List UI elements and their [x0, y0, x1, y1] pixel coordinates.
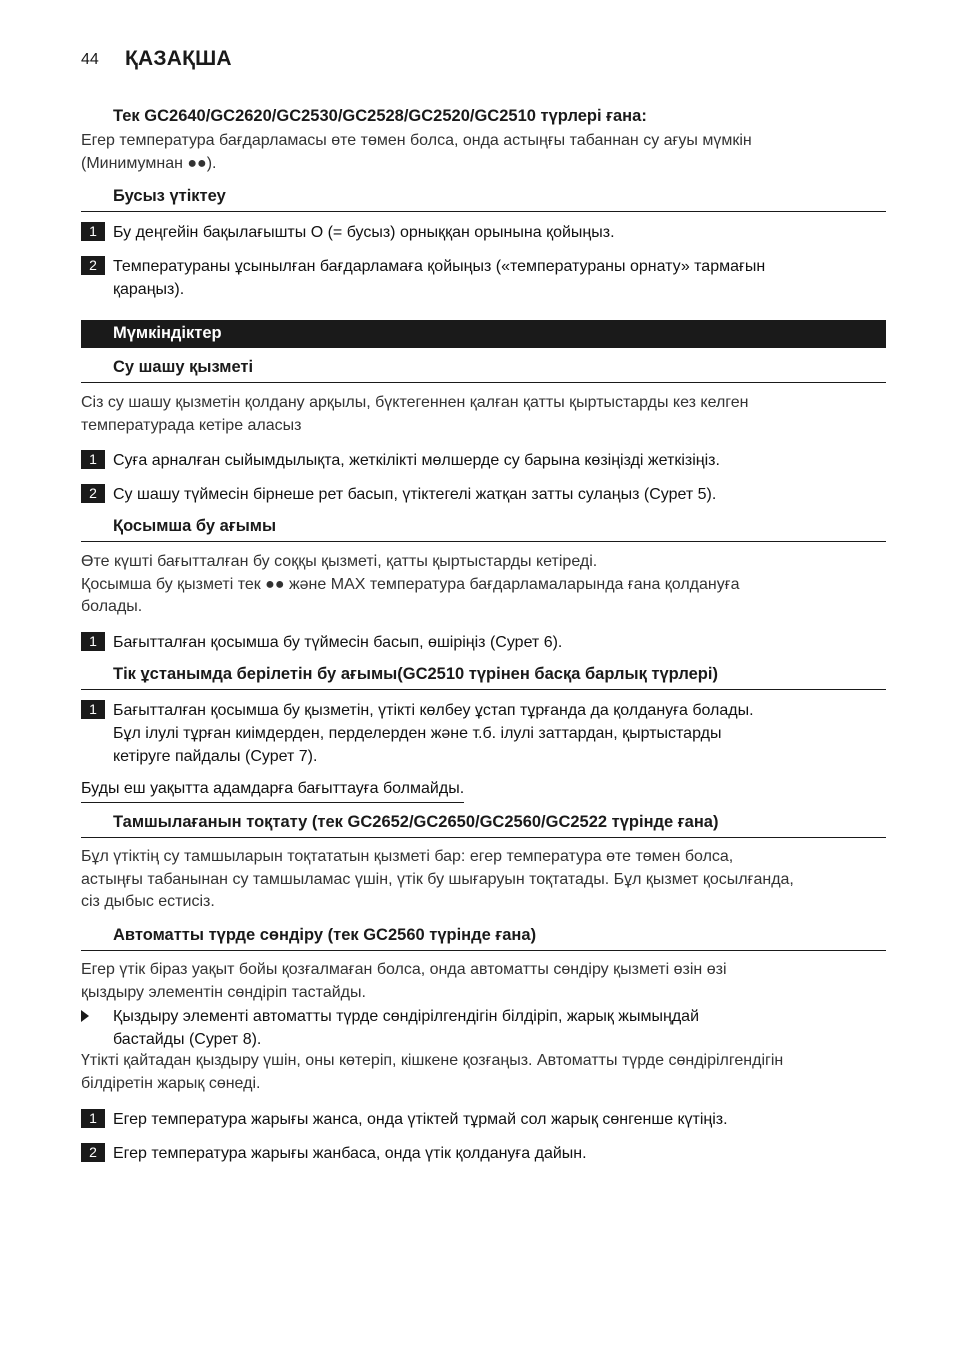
heading-rule	[81, 541, 886, 542]
vertical-steam-heading: Тік ұстанымда берілетін бу ағымы(GC2510 түрінен басқа барлық түрлері)	[113, 665, 718, 683]
bullet-text: бастайды (Сурет 8).	[113, 1031, 262, 1048]
step-number: 1	[81, 222, 105, 241]
steam-boost-line: Өте күшті бағытталған бу соққы қызметі, қатты қыртыстарды кетіреді.	[81, 553, 598, 570]
steam-boost-heading: Қосымша бу ағымы	[113, 517, 277, 535]
step	[81, 255, 886, 301]
spray-line: температурада кетіре аласыз	[81, 416, 302, 434]
auto-off-heading: Автоматты түрде сөндіру (тек GC2560 түрінде ғана)	[113, 926, 537, 944]
warning-note: Буды еш уақытта адамдарға бағыттауға болмайды.	[81, 778, 464, 803]
step-number: 1	[81, 632, 105, 651]
bullet-text: Қыздыру элементі автоматты түрде сөндірілгендігін білдіріп, жарық жымыңдай	[113, 1008, 699, 1025]
step-number: 2	[81, 1143, 105, 1162]
steam-boost-line: Қосымша бу қызметі тек ●● және MAX температура бағдарламаларында ғана қолдануға	[81, 575, 740, 593]
section-title: Мүмкіндіктер	[113, 324, 222, 342]
heading-rule	[81, 950, 886, 951]
step-text: Су шашу түймесін бірнеше рет басып, үтіктегелі жатқан затты сулаңыз (Сурет 5).	[113, 486, 717, 503]
bullet-item	[81, 1005, 886, 1051]
step	[81, 699, 886, 768]
step-number: 2	[81, 484, 105, 503]
step	[81, 449, 886, 472]
step	[81, 221, 886, 244]
auto-off-after-line: Үтікті қайтадан қыздыру үшін, оны көтеріп, кішкене қозғаңыз. Автоматты түрде сөндірілгендігін	[81, 1052, 784, 1069]
models-heading: Тек GC2640/GC2620/GC2530/GC2528/GC2520/GC2510 түрлері ғана:	[113, 107, 647, 125]
heading-rule	[81, 382, 886, 383]
drip-stop-line: астыңғы табанынан су тамшыламас үшін, үтік бу шығаруын тоқтатады. Бұл қызмет қосылғанда,	[81, 870, 794, 888]
steam-boost-line: болады.	[81, 598, 143, 615]
spray-text	[81, 392, 891, 437]
step-text: Бұл ілулі тұрған киімдерден, перделерден және т.б. ілулі заттардан, қыртыстарды	[113, 725, 722, 742]
heading-rule	[81, 689, 886, 690]
step-text: Бағытталған қосымша бу түймесін басып, өшіріңіз (Сурет 6).	[113, 634, 563, 651]
step	[81, 1108, 886, 1131]
drip-stop-text	[81, 846, 891, 914]
steam-boost-text	[81, 551, 891, 619]
auto-off-line: Егер үтік біраз уақыт бойы қозғалмаған болса, онда автоматты сөндіру қызметі өзін өзі	[81, 961, 727, 978]
intro-text	[81, 130, 891, 175]
auto-off-after-line: білдіретін жарық сөнеді.	[81, 1074, 261, 1092]
step-text: Бағытталған қосымша бу қызметін, үтікті көлбеу ұстап тұрғанда да қолдануға болады.	[113, 702, 754, 719]
step-number: 2	[81, 256, 105, 275]
page-number: 44	[81, 51, 99, 68]
section-bar-features	[81, 320, 886, 348]
drip-stop-heading: Тамшылағанын тоқтату (тек GC2652/GC2650/GC2560/GC2522 түрінде ғана)	[113, 813, 719, 831]
step-number: 1	[81, 450, 105, 469]
spray-line: Сіз су шашу қызметін қолдану арқылы, бүктегеннен қалған қатты қыртыстарды кез келген	[81, 394, 749, 411]
intro-line: Егер температура бағдарламасы өте төмен болса, онда астыңғы табаннан су ағуы мүмкін	[81, 132, 752, 149]
step-text: Егер температура жарығы жанса, онда үтіктей тұрмай сол жарық сөнгенше күтіңіз.	[113, 1111, 728, 1128]
step-text: Егер температура жарығы жанбаса, онда үтік қолдануға дайын.	[113, 1145, 587, 1162]
step-text: Температураны ұсынылған бағдарламаға қойыңыз («температураны орнату» тармағын	[113, 258, 766, 275]
auto-off-after-text	[81, 1050, 891, 1095]
step-text: Бу деңгейін бақылағышты O (= бусыз) орныққан орынына қойыңыз.	[113, 224, 615, 241]
dry-ironing-heading: Бусыз үтіктеу	[113, 187, 226, 205]
drip-stop-line: сіз дыбыс естисіз.	[81, 893, 215, 910]
step-text: қараңыз).	[113, 281, 185, 298]
step	[81, 483, 886, 506]
step-number: 1	[81, 700, 105, 719]
drip-stop-line: Бұл үтіктің су тамшыларын тоқтататын қызметі бар: егер температура өте төмен болса,	[81, 848, 734, 865]
spray-heading: Су шашу қызметі	[113, 358, 254, 376]
step-number: 1	[81, 1109, 105, 1128]
intro-line: (Минимумнан ●●).	[81, 154, 217, 172]
bullet-arrow-icon	[81, 1010, 89, 1022]
step-text: Суға арналған сыйымдылықта, жеткілікті мөлшерде су барына көзіңізді жеткізіңіз.	[113, 452, 720, 469]
step	[81, 1142, 886, 1165]
auto-off-text	[81, 959, 891, 1004]
heading-rule	[81, 211, 886, 212]
language-title: ҚАЗАҚША	[125, 47, 232, 70]
step-text: кетіруге пайдалы (Сурет 7).	[113, 748, 318, 765]
auto-off-line: қыздыру элементін сөндіріп тастайды.	[81, 983, 366, 1001]
step	[81, 631, 886, 654]
heading-rule	[81, 837, 886, 838]
